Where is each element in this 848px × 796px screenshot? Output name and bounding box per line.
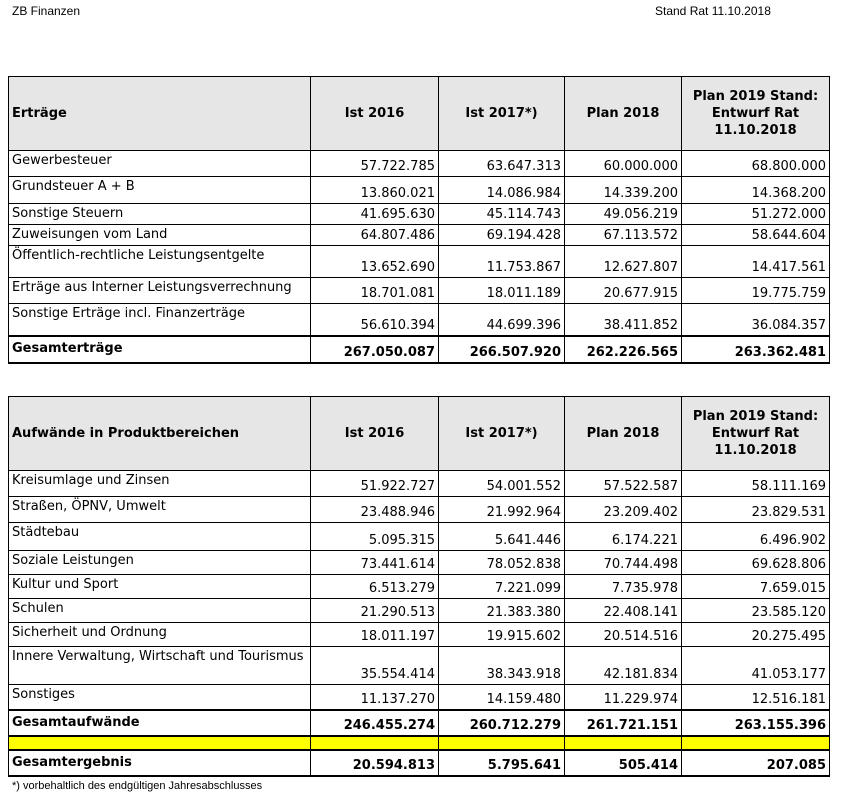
row-value: 41.695.630 [311,204,439,225]
aufwaende-total-value: 246.455.274 [311,710,439,736]
row-value: 54.001.552 [439,471,565,497]
row-value: 14.417.561 [682,246,830,278]
col-plan-2018: Plan 2018 [565,77,682,151]
ertraege-total-value: 266.507.920 [439,336,565,363]
row-value: 12.627.807 [565,246,682,278]
row-label: Schulen [9,599,311,623]
row-value: 12.516.181 [682,685,830,710]
table-row [9,278,830,304]
row-value: 18.011.197 [311,623,439,647]
row-value: 20.677.915 [565,278,682,304]
row-label: Öffentlich-rechtliche Leistungsentgelte [9,246,311,278]
table-row [9,575,830,599]
row-value: 38.343.918 [439,647,565,685]
table-row [9,599,830,623]
row-value: 64.807.486 [311,225,439,246]
aufwaende-total-value: 263.155.396 [682,710,830,736]
row-value: 57.522.587 [565,471,682,497]
row-value: 67.113.572 [565,225,682,246]
result-value: 505.414 [565,750,682,776]
ertraege-header-row [9,77,830,151]
row-value: 13.860.021 [311,177,439,204]
row-value: 11.753.867 [439,246,565,278]
row-value: 18.011.189 [439,278,565,304]
row-value: 11.137.270 [311,685,439,710]
row-value: 69.194.428 [439,225,565,246]
row-value: 35.554.414 [311,647,439,685]
row-label: Städtebau [9,523,311,551]
row-label: Soziale Leistungen [9,551,311,575]
row-value: 69.628.806 [682,551,830,575]
row-label: Straßen, ÖPNV, Umwelt [9,497,311,523]
row-label: Kultur und Sport [9,575,311,599]
row-value: 7.735.978 [565,575,682,599]
table-row [9,647,830,685]
row-value: 6.513.279 [311,575,439,599]
aufwaende-table [8,396,830,777]
row-value: 20.275.495 [682,623,830,647]
row-value: 70.744.498 [565,551,682,575]
row-label: Sicherheit und Ordnung [9,623,311,647]
aufwaende-header-row [9,397,830,471]
ertraege-title: Erträge [9,77,311,151]
col-plan-2019: Plan 2019 Stand: Entwurf Rat 11.10.2018 [682,397,830,471]
row-label: Grundsteuer A + B [9,177,311,204]
row-value: 73.441.614 [311,551,439,575]
row-value: 63.647.313 [439,151,565,177]
row-label: Sonstige Steuern [9,204,311,225]
row-value: 19.775.759 [682,278,830,304]
row-value: 41.053.177 [682,647,830,685]
row-value: 21.383.380 [439,599,565,623]
table-row [9,685,830,710]
row-value: 36.084.357 [682,304,830,336]
highlight-cell [9,736,311,750]
row-value: 58.644.604 [682,225,830,246]
row-value: 20.514.516 [565,623,682,647]
table-row [9,204,830,225]
aufwaende-total-label: Gesamtaufwände [9,710,311,736]
row-value: 38.411.852 [565,304,682,336]
ertraege-table [8,76,830,364]
result-value: 20.594.813 [311,750,439,776]
header-status: Stand Rat 11.10.2018 [655,4,771,18]
row-value: 23.488.946 [311,497,439,523]
result-value: 207.085 [682,750,830,776]
col-ist-2016: Ist 2016 [311,397,439,471]
footnote: *) vorbehaltlich des endgültigen Jahresabschlusses [12,780,263,792]
col-ist-2016: Ist 2016 [311,77,439,151]
row-value: 58.111.169 [682,471,830,497]
row-value: 78.052.838 [439,551,565,575]
row-value: 51.272.000 [682,204,830,225]
row-value: 42.181.834 [565,647,682,685]
table-row [9,497,830,523]
row-value: 23.209.402 [565,497,682,523]
col-plan-2018: Plan 2018 [565,397,682,471]
aufwaende-total-value: 260.712.279 [439,710,565,736]
row-value: 14.339.200 [565,177,682,204]
row-value: 21.290.513 [311,599,439,623]
row-value: 23.585.120 [682,599,830,623]
row-value: 49.056.219 [565,204,682,225]
table-row [9,304,830,336]
row-value: 14.159.480 [439,685,565,710]
col-ist-2017: Ist 2017*) [439,397,565,471]
row-value: 45.114.743 [439,204,565,225]
row-value: 21.992.964 [439,497,565,523]
row-value: 57.722.785 [311,151,439,177]
table-row [9,623,830,647]
row-value: 6.174.221 [565,523,682,551]
row-value: 13.652.690 [311,246,439,278]
table-row [9,225,830,246]
header-org: ZB Finanzen [12,4,81,18]
row-value: 56.610.394 [311,304,439,336]
table-row [9,523,830,551]
row-value: 14.086.984 [439,177,565,204]
ertraege-total-label: Gesamterträge [9,336,311,363]
row-value: 11.229.974 [565,685,682,710]
row-value: 22.408.141 [565,599,682,623]
row-value: 23.829.531 [682,497,830,523]
table-row [9,471,830,497]
row-value: 7.659.015 [682,575,830,599]
ertraege-total-value: 262.226.565 [565,336,682,363]
row-value: 6.496.902 [682,523,830,551]
aufwaende-title: Aufwände in Produktbereichen [9,397,311,471]
row-label: Zuweisungen vom Land [9,225,311,246]
table-row [9,246,830,278]
result-row [9,750,830,776]
ertraege-total-value: 263.362.481 [682,336,830,363]
row-value: 44.699.396 [439,304,565,336]
row-value: 18.701.081 [311,278,439,304]
row-label: Sonstige Erträge incl. Finanzerträge [9,304,311,336]
highlight-cell [311,736,439,750]
ertraege-total-value: 267.050.087 [311,336,439,363]
highlight-cell [682,736,830,750]
highlight-spacer-row [9,736,830,750]
row-value: 14.368.200 [682,177,830,204]
highlight-cell [565,736,682,750]
row-value: 51.922.727 [311,471,439,497]
table-row [9,551,830,575]
row-value: 19.915.602 [439,623,565,647]
row-label: Erträge aus Interner Leistungsverrechnung [9,278,311,304]
row-label: Gewerbesteuer [9,151,311,177]
row-label: Innere Verwaltung, Wirtschaft und Tourismus [9,647,311,685]
result-value: 5.795.641 [439,750,565,776]
row-value: 7.221.099 [439,575,565,599]
row-value: 60.000.000 [565,151,682,177]
table-row [9,151,830,177]
row-value: 68.800.000 [682,151,830,177]
row-value: 5.095.315 [311,523,439,551]
row-label: Kreisumlage und Zinsen [9,471,311,497]
aufwaende-total-row [9,710,830,736]
col-ist-2017: Ist 2017*) [439,77,565,151]
row-value: 5.641.446 [439,523,565,551]
row-label: Sonstiges [9,685,311,710]
result-label: Gesamtergebnis [9,750,311,776]
table-row [9,177,830,204]
ertraege-total-row [9,336,830,363]
col-plan-2019: Plan 2019 Stand: Entwurf Rat 11.10.2018 [682,77,830,151]
aufwaende-total-value: 261.721.151 [565,710,682,736]
highlight-cell [439,736,565,750]
